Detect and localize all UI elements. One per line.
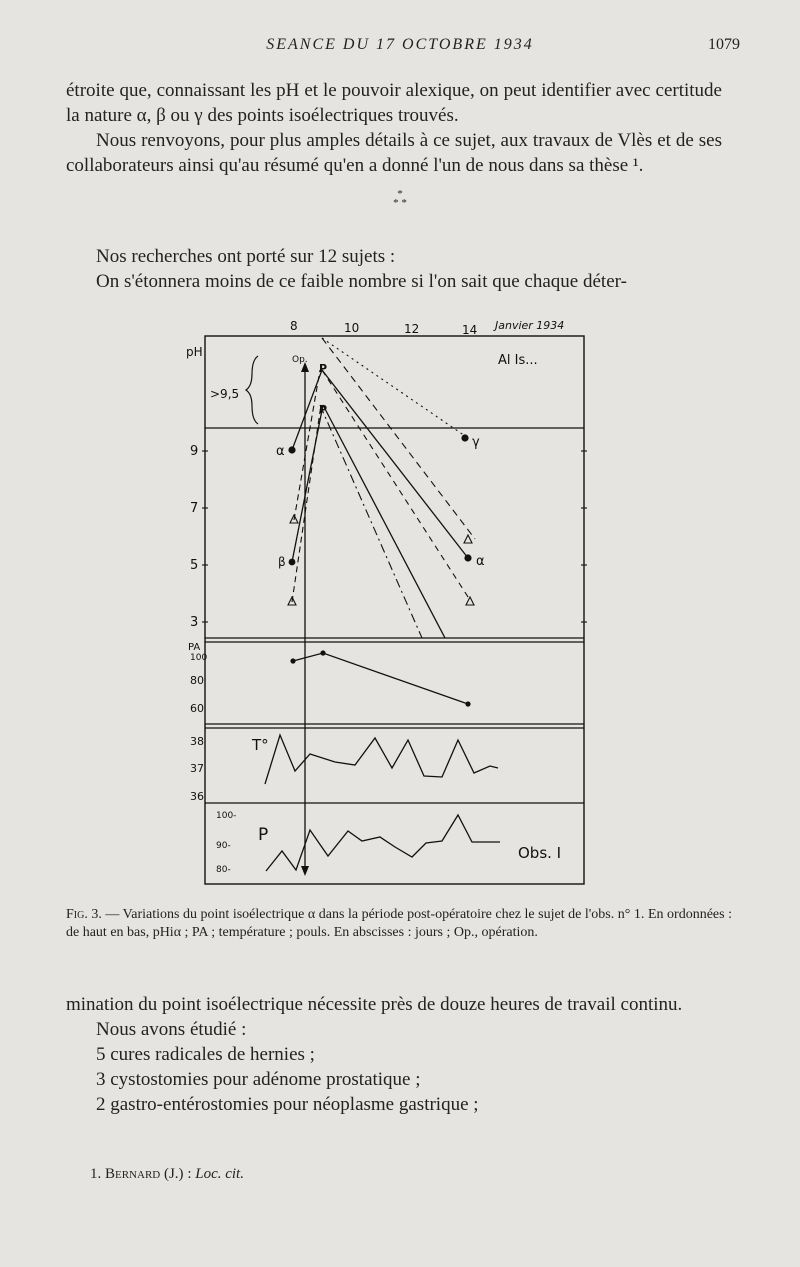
pa-tick-100: 100 bbox=[190, 653, 208, 663]
t-tick-36: 36 bbox=[190, 790, 204, 803]
body-text-top bbox=[66, 78, 722, 178]
p-tick-100: 100- bbox=[216, 811, 237, 821]
asterism bbox=[0, 190, 800, 208]
list-item-3: 2 gastro-entérostomies pour néoplasme gastrique ; bbox=[96, 1094, 479, 1115]
pa-tick-60: 60 bbox=[190, 702, 204, 715]
al-label: Al Is... bbox=[498, 353, 538, 368]
figure-3-svg bbox=[180, 310, 595, 895]
alpha-point-end bbox=[464, 554, 471, 561]
gt-label: >9,5 bbox=[210, 387, 240, 401]
pulse-curve bbox=[266, 815, 500, 871]
month-label: Janvier 1934 bbox=[495, 319, 565, 332]
pa-axis-label: PA bbox=[188, 642, 201, 653]
top-tick-12: 12 bbox=[404, 322, 420, 336]
gamma-label: γ bbox=[472, 435, 480, 450]
footnote-separator: : bbox=[183, 1166, 196, 1182]
list-item-1: 5 cures radicales de hernies ; bbox=[96, 1044, 315, 1065]
ph-tick-7: 7 bbox=[190, 501, 199, 516]
paragraph-2: Nous renvoyons, pour plus amples détails à ce sujet, aux travaux de Vlès et de ses collaborateurs ainsi qu'au résumé qu'en a donné l'un de nous dans sa thèse ¹. bbox=[66, 130, 722, 176]
ph-tick-9: 9 bbox=[190, 444, 199, 459]
running-title: SEANCE DU 17 OCTOBRE 1934 bbox=[266, 36, 534, 53]
footnote-author: Bernard (J.) bbox=[105, 1166, 184, 1182]
paragraph-4: On s'étonnera moins de ce faible nombre si l'on sait que chaque déter- bbox=[96, 271, 627, 292]
pulse-label: P bbox=[258, 825, 269, 845]
triangle-marker-3 bbox=[464, 535, 472, 543]
obs-label: Obs. I bbox=[518, 844, 562, 862]
ph-tick-3: 3 bbox=[190, 615, 199, 630]
pa-curve bbox=[293, 653, 468, 704]
beta-point-start bbox=[289, 559, 296, 566]
ph-tick-5: 5 bbox=[190, 558, 199, 573]
list-item-2: 3 cystostomies pour adénome prostatique ; bbox=[96, 1069, 421, 1090]
ph-curves bbox=[292, 338, 475, 638]
gamma-point bbox=[461, 434, 468, 441]
body-text-mid bbox=[66, 244, 722, 294]
caption-text: — Variations du point isoélectrique α dans la période post-opératoire chez le sujet de l'obs. n° 1. En ordonnées : de haut en bas, pHiα ; PA ; température ; pouls. En abscisses : jours ; Op., opération. bbox=[66, 907, 732, 940]
ph-tick-marks bbox=[202, 451, 587, 622]
temperature-label: T° bbox=[252, 736, 269, 754]
pa-point-3 bbox=[465, 701, 470, 706]
t-tick-38: 38 bbox=[190, 735, 204, 748]
caption-label: Fig. 3. bbox=[66, 907, 102, 922]
op-label: Op. bbox=[292, 355, 308, 365]
triangle-marker-4 bbox=[466, 597, 474, 605]
paragraph-3: Nos recherches ont porté sur 12 sujets : bbox=[96, 246, 396, 267]
alpha-point-start bbox=[288, 446, 295, 453]
pa-point-2 bbox=[320, 650, 325, 655]
footnote bbox=[90, 1166, 244, 1183]
body-text-bottom bbox=[66, 992, 722, 1117]
asterism-top: * bbox=[397, 188, 403, 200]
top-tick-8: 8 bbox=[290, 319, 298, 333]
footnote-number: 1. bbox=[90, 1166, 105, 1182]
brace-icon bbox=[246, 356, 258, 424]
figure-3 bbox=[180, 310, 595, 895]
p-point-label-1: P bbox=[319, 362, 328, 375]
ph-points bbox=[288, 434, 474, 605]
top-tick-10: 10 bbox=[344, 321, 360, 335]
temperature-curve bbox=[265, 735, 498, 784]
p-point-label-2: P bbox=[319, 403, 328, 416]
pa-tick-80: 80 bbox=[190, 674, 204, 687]
page-number: 1079 bbox=[708, 36, 740, 53]
beta-label: β bbox=[278, 555, 286, 569]
paragraph-5: mination du point isoélectrique nécessite près de douze heures de travail continu. bbox=[66, 994, 683, 1015]
footnote-reference: Loc. cit. bbox=[195, 1166, 244, 1182]
p-tick-90: 90- bbox=[216, 841, 231, 851]
ph-axis-label: pH bbox=[186, 345, 203, 359]
operation-arrow-down bbox=[301, 866, 309, 876]
pa-point-1 bbox=[290, 658, 295, 663]
paragraph-1: étroite que, connaissant les pH et le pouvoir alexique, on peut identifier avec certitude la nature α, β ou γ des points isoélectriques trouvés. bbox=[66, 80, 722, 126]
asterism-bottom: * * bbox=[393, 197, 407, 209]
t-tick-37: 37 bbox=[190, 762, 204, 775]
top-tick-14: 14 bbox=[462, 323, 478, 337]
figure-caption bbox=[66, 906, 732, 942]
paragraph-6: Nous avons étudié : bbox=[96, 1019, 247, 1040]
figure-frame bbox=[205, 336, 584, 884]
alpha-label-right: α bbox=[476, 554, 485, 569]
p-tick-80: 80- bbox=[216, 865, 231, 875]
alpha-label-left: α bbox=[276, 444, 285, 459]
running-header bbox=[60, 36, 740, 58]
